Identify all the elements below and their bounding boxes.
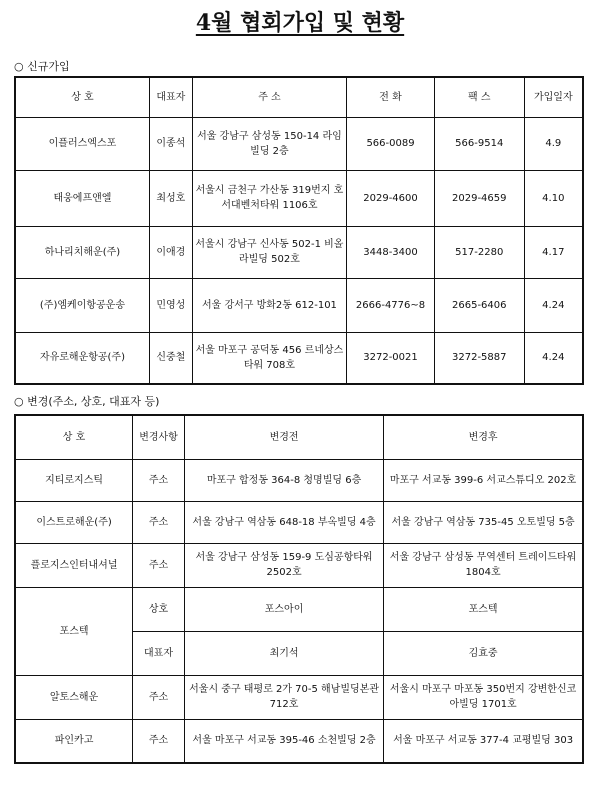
header-address: 주 소 xyxy=(192,77,346,117)
member-date: 4.9 xyxy=(524,117,583,170)
company-name: 지티로지스틱 xyxy=(15,459,133,501)
before-value: 서울 마포구 서교동 395-46 소천빌딩 2층 xyxy=(184,719,383,763)
page-title: 4월 협회가입 및 현황 xyxy=(195,10,405,36)
before-value: 마포구 합정동 364-8 청명빌딩 6층 xyxy=(184,459,383,501)
member-tel: 3272-0021 xyxy=(347,332,435,384)
member-rep: 최성호 xyxy=(149,170,192,226)
table-header-row xyxy=(15,77,583,117)
after-value: 서울시 마포구 마포동 350번지 강변한신코아빌딩 1701호 xyxy=(384,675,583,719)
member-date: 4.10 xyxy=(524,170,583,226)
after-value: 서울 마포구 서교동 377-4 교평빌딩 303 xyxy=(384,719,583,763)
member-name: 하나리치해운(주) xyxy=(15,226,149,278)
company-name: 파인카고 xyxy=(15,719,133,763)
table-row xyxy=(15,170,583,226)
company-name: 알토스해운 xyxy=(15,675,133,719)
change-type: 상호 xyxy=(133,587,185,631)
member-address: 서울 강남구 삼성동 150-14 라임빌딩 2층 xyxy=(192,117,346,170)
member-tel: 566-0089 xyxy=(347,117,435,170)
before-value: 서울시 중구 태평로 2가 70-5 해남빌딩본관 712호 xyxy=(184,675,383,719)
member-rep: 신중철 xyxy=(149,332,192,384)
member-rep: 이애경 xyxy=(149,226,192,278)
table-row xyxy=(15,459,583,501)
header-rep: 대표자 xyxy=(149,77,192,117)
section-changes-heading: ○ 변경(주소, 상호, 대표자 등) xyxy=(14,395,160,408)
table-row xyxy=(15,719,583,763)
member-fax: 3272-5887 xyxy=(434,332,524,384)
company-name: 이스트로해운(주) xyxy=(15,501,133,543)
table-row xyxy=(15,675,583,719)
member-address: 서울 강서구 방화2동 612-101 xyxy=(192,278,346,332)
member-rep: 민영성 xyxy=(149,278,192,332)
section-new-members-heading: ○ 신규가입 xyxy=(14,60,70,73)
before-value: 최기석 xyxy=(184,631,383,675)
member-fax: 2029-4659 xyxy=(434,170,524,226)
table-row xyxy=(15,543,583,587)
member-address: 서울 마포구 공덕동 456 르네상스타워 708호 xyxy=(192,332,346,384)
after-value: 김효중 xyxy=(384,631,583,675)
changes-table xyxy=(14,414,584,764)
member-name: (주)엠케이항공운송 xyxy=(15,278,149,332)
table-row xyxy=(15,501,583,543)
member-address: 서울시 강남구 신사동 502-1 비올라빌딩 502호 xyxy=(192,226,346,278)
company-name: 포스텍 xyxy=(15,587,133,675)
change-type: 주소 xyxy=(133,501,185,543)
after-value: 마포구 서교동 399-6 서교스튜디오 202호 xyxy=(384,459,583,501)
header-fax: 팩 스 xyxy=(434,77,524,117)
after-value: 포스텍 xyxy=(384,587,583,631)
member-date: 4.17 xyxy=(524,226,583,278)
company-name: 플로지스인터내셔널 xyxy=(15,543,133,587)
change-type: 주소 xyxy=(133,459,185,501)
table-row xyxy=(15,226,583,278)
member-name: 이플러스엑스포 xyxy=(15,117,149,170)
member-name: 자유로해운항공(주) xyxy=(15,332,149,384)
member-fax: 2665-6406 xyxy=(434,278,524,332)
after-value: 서울 강남구 삼성동 무역센터 트레이드타워 1804호 xyxy=(384,543,583,587)
after-value: 서울 강남구 역삼동 735-45 오토빌딩 5층 xyxy=(384,501,583,543)
member-fax: 566-9514 xyxy=(434,117,524,170)
change-type: 주소 xyxy=(133,719,185,763)
table-row xyxy=(15,117,583,170)
header-date: 가입일자 xyxy=(524,77,583,117)
table-row xyxy=(15,332,583,384)
table-header-row xyxy=(15,415,583,459)
header-after: 변경후 xyxy=(384,415,583,459)
member-rep: 이종석 xyxy=(149,117,192,170)
change-type: 대표자 xyxy=(133,631,185,675)
member-name: 태웅에프앤엘 xyxy=(15,170,149,226)
member-tel: 2029-4600 xyxy=(347,170,435,226)
header-name: 상 호 xyxy=(15,77,149,117)
header-change-type: 변경사항 xyxy=(133,415,185,459)
header-before: 변경전 xyxy=(184,415,383,459)
member-tel: 2666-4776~8 xyxy=(347,278,435,332)
table-row xyxy=(15,278,583,332)
before-value: 서울 강남구 삼성동 159-9 도심공항타워 2502호 xyxy=(184,543,383,587)
member-date: 4.24 xyxy=(524,278,583,332)
change-type: 주소 xyxy=(133,543,185,587)
before-value: 포스아이 xyxy=(184,587,383,631)
header-name: 상 호 xyxy=(15,415,133,459)
member-fax: 517-2280 xyxy=(434,226,524,278)
new-members-table xyxy=(14,76,584,385)
change-type: 주소 xyxy=(133,675,185,719)
table-row xyxy=(15,587,583,631)
member-tel: 3448-3400 xyxy=(347,226,435,278)
header-tel: 전 화 xyxy=(347,77,435,117)
member-date: 4.24 xyxy=(524,332,583,384)
before-value: 서울 강남구 역삼동 648-18 부옥빌딩 4층 xyxy=(184,501,383,543)
member-address: 서울시 금천구 가산동 319번지 호서대벤처타워 1106호 xyxy=(192,170,346,226)
